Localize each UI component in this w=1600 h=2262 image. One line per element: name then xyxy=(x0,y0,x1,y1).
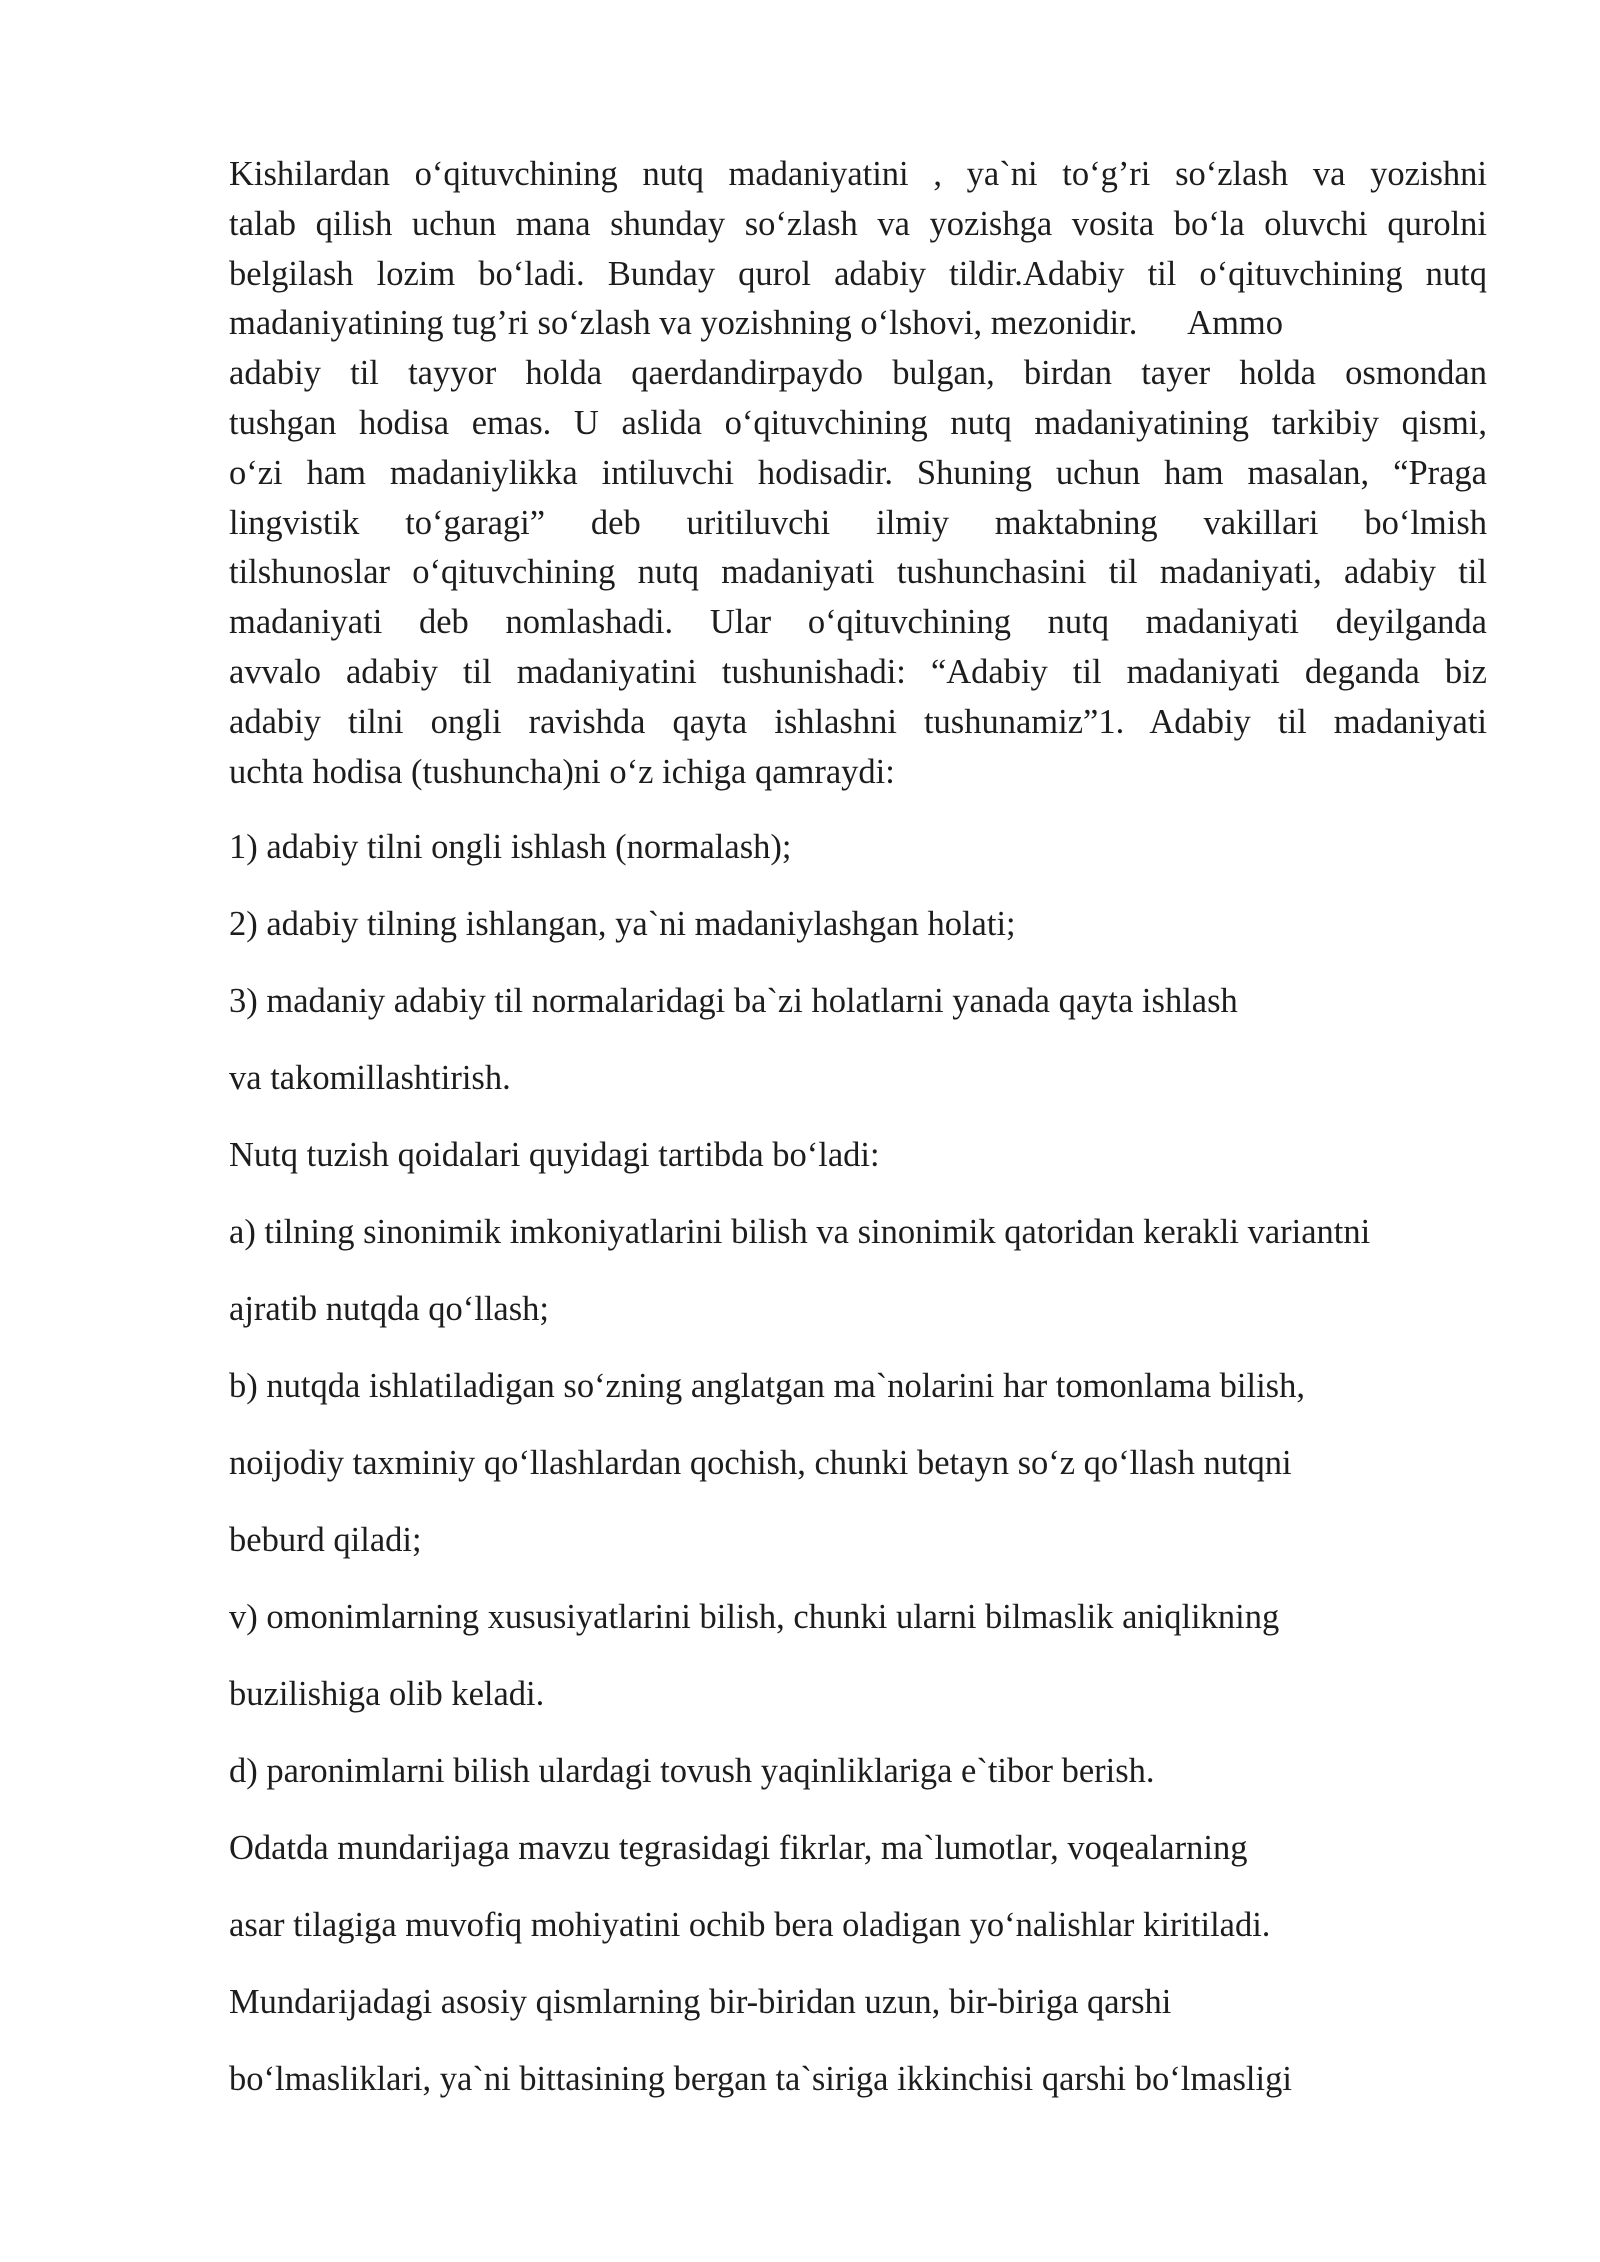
list-block xyxy=(229,809,1487,2118)
section-heading-line: Nutq tuzish qoidalari quyidagi tartibda bo‘ladi: xyxy=(229,1136,880,1175)
text-line: buzilishiga olib keladi. xyxy=(229,1675,545,1714)
paragraph-line: uchta hodisa (tushuncha)ni o‘z ichiga qamraydi: xyxy=(229,752,895,791)
paragraph-line: avvalo adabiy til madaniyatini tushunishadi: “Adabiy til madaniyati deganda biz xyxy=(229,652,1487,691)
list-item: v) omonimlarning xususiyatlarini bilish, chunki ularni bilmaslik aniqlikning xyxy=(229,1598,1280,1637)
paragraph-line: belgilash lozim bo‘ladi. Bunday qurol adabiy tildir.Adabiy til o‘qituvchining nutq xyxy=(229,254,1487,293)
text-line: asar tilagiga muvofiq mohiyatini ochib bera oladigan yo‘nalishlar kiritiladi. xyxy=(229,1906,1271,1945)
list-item: b) nutqda ishlatiladigan so‘zning anglatgan ma`nolarini har tomonlama bilish, xyxy=(229,1367,1305,1406)
list-item: d) paronimlarni bilish ulardagi tovush yaqinliklariga e`tibor berish. xyxy=(229,1752,1155,1791)
list-item: 2) adabiy tilning ishlangan, ya`ni madaniylashgan holati; xyxy=(229,905,1016,944)
paragraph-line: adabiy til tayyor holda qaerdandirpaydo bulgan, birdan tayer holda osmondan xyxy=(229,354,1487,393)
text-line: Odatda mundarijaga mavzu tegrasidagi fikrlar, ma`lumotlar, voqealarning xyxy=(229,1829,1248,1868)
text-line: Mundarijadagi asosiy qismlarning bir-biridan uzun, bir-biriga qarshi xyxy=(229,1983,1172,2022)
text-line: noijodiy taxminiy qo‘llashlardan qochish, chunki betayn so‘z qo‘llash nutqni xyxy=(229,1444,1292,1483)
text-line: ajratib nutqda qo‘llash; xyxy=(229,1290,550,1329)
list-item: 1) adabiy tilni ongli ishlash (normalash); xyxy=(229,828,792,867)
document-body xyxy=(229,150,1487,2118)
paragraph-line: madaniyati deb nomlashadi. Ular o‘qituvchining nutq madaniyati deyilganda xyxy=(229,603,1487,642)
paragraph-line: o‘zi ham madaniylikka intiluvchi hodisadir. Shuning uchun ham masalan, “Praga xyxy=(229,453,1487,492)
intro-paragraph xyxy=(229,150,1487,797)
paragraph-line: Kishilardan o‘qituvchining nutq madaniyatini , ya`ni to‘g’ri so‘zlash va yozishni xyxy=(229,155,1487,193)
text-line: bo‘lmasliklari, ya`ni bittasining bergan ta`siriga ikkinchisi qarshi bo‘lmasligi xyxy=(229,2060,1292,2099)
paragraph-line: tushgan hodisa emas. U aslida o‘qituvchining nutq madaniyatining tarkibiy qismi, xyxy=(229,403,1487,442)
list-item: a) tilning sinonimik imkoniyatlarini bilish va sinonimik qatoridan kerakli variantni xyxy=(229,1213,1371,1252)
paragraph-line: adabiy tilni ongli ravishda qayta ishlashni tushunamiz”1. Adabiy til madaniyati xyxy=(229,702,1487,741)
paragraph-line: madaniyatining tug’ri so‘zlash va yozishning o‘lshovi, mezonidir. Ammo xyxy=(229,304,1284,343)
paragraph-line: tilshunoslar o‘qituvchining nutq madaniyati tushunchasini til madaniyati, adabiy til xyxy=(229,553,1487,592)
text-line: beburd qiladi; xyxy=(229,1521,422,1560)
paragraph-line: talab qilish uchun mana shunday so‘zlash va yozishga vosita bo‘la oluvchi qurolni xyxy=(229,204,1487,243)
list-item: 3) madaniy adabiy til normalaridagi ba`zi holatlarni yanada qayta ishlash xyxy=(229,982,1238,1021)
text-line: va takomillashtirish. xyxy=(229,1059,511,1098)
paragraph-line: lingvistik to‘garagi” deb uritiluvchi ilmiy maktabning vakillari bo‘lmish xyxy=(229,503,1487,542)
